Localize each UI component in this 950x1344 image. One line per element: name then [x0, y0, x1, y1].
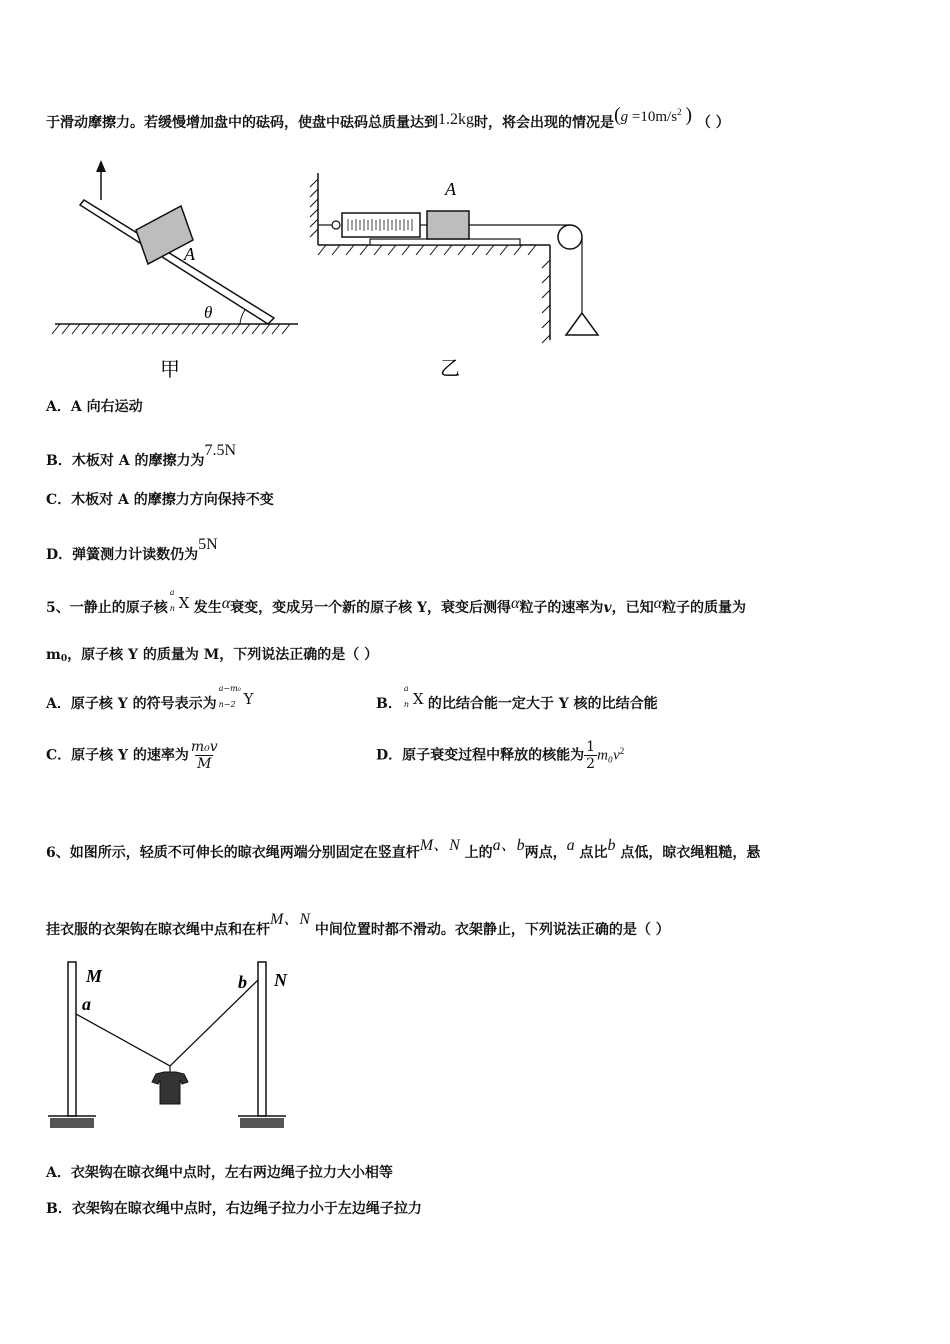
svg-text:M: M	[86, 966, 103, 986]
q4-table-block-label: A	[445, 179, 456, 199]
q4-answer-blank: （ ）	[696, 115, 730, 131]
q5-stem-line2: m0，原子核 Y 的质量为 M，下列说法正确的是（ ）	[46, 647, 379, 664]
q4-figure-horizontal	[300, 165, 620, 387]
q6-option-b: B．衣架钩在晾衣绳中点时，右边绳子拉力小于左边绳子拉力	[46, 1201, 422, 1217]
q4-angle-theta-label: θ	[204, 303, 213, 322]
q5-stem-line1: 5、一静止的原子核 a n X 发生α衰变，变成另一个新的原子核 Y，衰变后测得α粒子的速率为v，已知α粒子的质量为	[46, 588, 746, 616]
q5-option-a: A．原子核 Y 的符号表示为 a−m₀ n−2 Y	[46, 690, 259, 713]
svg-text:a: a	[82, 994, 91, 1014]
svg-text:N: N	[274, 970, 287, 990]
q5-nucleus-x: a n X	[169, 588, 190, 613]
q5-option-d-fraction: $\frac{1}{2}$	[586, 739, 596, 772]
q4-caption-jia: 甲	[160, 357, 180, 381]
q5-nucleus-x-b: a n X	[403, 684, 424, 709]
q4-block-a-table	[427, 211, 469, 239]
q4-gravity-condition: ($g =10m/s^2$ )	[614, 104, 692, 126]
shirt-icon	[152, 1072, 188, 1104]
q4-figure-incline	[40, 150, 310, 390]
q4-stem	[46, 104, 730, 132]
svg-text:b: b	[238, 972, 247, 992]
q5-option-b: B． a n X 的比结合能一定大于 Y 核的比结合能	[376, 684, 658, 712]
q4-stem-text-b: 时，将会出现的情况是	[474, 115, 614, 131]
q4-option-a: A．A 向右运动	[46, 399, 143, 415]
q6-stem-line1: 6、如图所示，轻质不可伸长的晾衣绳两端分别固定在竖直杆M、N 上的a、b两点，a 点比b 点低，晾衣绳粗糙，悬	[46, 837, 761, 861]
q6-option-a: A．衣架钩在晾衣绳中点时，左右两边绳子拉力大小相等	[46, 1165, 393, 1181]
q4-option-c: C．木板对 A 的摩擦力方向保持不变	[46, 492, 274, 508]
q5-option-c-fraction: $\frac{\text{m₀v}}{M}$	[190, 739, 218, 772]
q4-caption-yi: 乙	[440, 356, 460, 380]
q4-stem-text-a: 于滑动摩擦力。若缓慢增加盘中的砝码，使盘中砝码总质量达到	[46, 115, 438, 131]
q4-mass-value: 1.2kg	[438, 111, 474, 128]
q6-figure-clothesline	[44, 958, 314, 1140]
q5-option-d: D．原子衰变过程中释放的核能为 $\frac{1}{2}$ $m_0v^2$	[376, 739, 625, 772]
q4-option-b: B．木板对 A 的摩擦力为7.5N	[46, 442, 237, 469]
q6-stem-line2: 挂衣服的衣架钩在晾衣绳中点和在杆M、N 中间位置时都不滑动。衣架静止，下列说法正确的是（ ）	[46, 911, 670, 938]
q5-option-c: C．原子核 Y 的速率为 $\frac{\text{m₀v}}{M}$	[46, 739, 218, 772]
q5-nucleus-y: a−m₀ n−2 Y	[218, 684, 254, 709]
q4-incline-block-label: A	[184, 244, 195, 264]
q4-option-d: D．弹簧测力计读数仍为5N	[46, 536, 218, 563]
